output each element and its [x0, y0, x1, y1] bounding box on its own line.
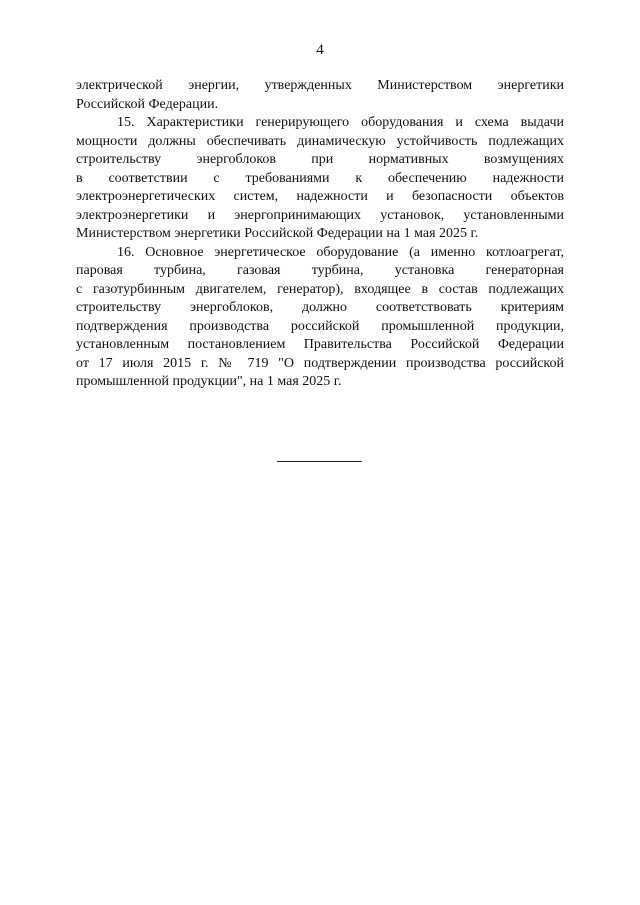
- text-line: строительству энергоблоков, должно соответствовать критериям: [76, 300, 564, 315]
- text-line: 16. Основное энергетическое оборудование (а именно котлоагрегат,: [117, 244, 564, 260]
- paragraph-15: [76, 114, 564, 244]
- text-line: 15. Характеристики генерирующего оборудования и схема выдачи: [117, 115, 564, 130]
- text-line: с газотурбинным двигателем, генератор), входящее в состав подлежащих: [76, 281, 564, 297]
- text-line: Министерством энергетики Российской Федерации на 1 мая 2025 г.: [76, 226, 479, 241]
- text-line: Российской Федерации.: [76, 96, 219, 112]
- paragraph-16: [76, 244, 564, 392]
- text-line: строительству энергоблоков при нормативных возмущениях: [76, 152, 564, 167]
- text-line: электроэнергетических систем, надежности и безопасности объектов: [76, 189, 564, 204]
- text-line: электроэнергетики и энергопринимающих установок, установленными: [76, 207, 564, 223]
- text-line: подтверждения производства российской промышленной продукции,: [76, 318, 564, 334]
- continuation-paragraph: [76, 77, 564, 114]
- page-number: 4: [316, 42, 324, 58]
- text-line: промышленной продукции", на 1 мая 2025 г.: [76, 374, 342, 389]
- text-line: в соответствии с требованиями к обеспечению надежности: [76, 170, 564, 186]
- text-line: установленным постановлением Правительства Российской Федерации: [76, 337, 564, 352]
- end-divider: [277, 461, 362, 462]
- document-body: [76, 77, 564, 392]
- text-line: электрической энергии, утвержденных Министерством энергетики: [76, 78, 564, 93]
- text-line: паровая турбина, газовая турбина, установка генераторная: [76, 263, 564, 278]
- text-line: мощности должны обеспечивать динамическую устойчивость подлежащих: [76, 133, 564, 149]
- text-line: от 17 июля 2015 г. № 719 "О подтверждении производства российской: [76, 355, 564, 371]
